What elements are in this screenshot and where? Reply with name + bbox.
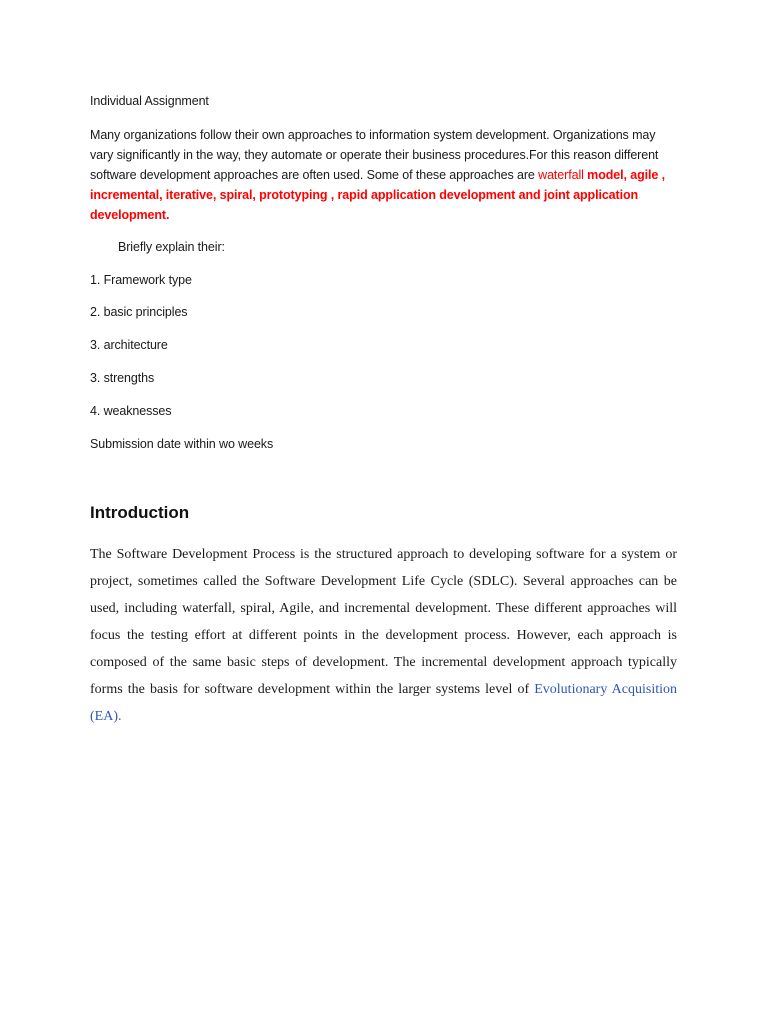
assignment-prompt: Briefly explain their:	[118, 240, 225, 254]
assignment-title: Individual Assignment	[90, 94, 209, 108]
introduction-paragraph	[90, 541, 677, 730]
list-item-basic-principles: 2. basic principles	[90, 305, 188, 319]
assignment-intro-paragraph	[90, 125, 680, 225]
assignment-intro-text: Many organizations follow their own approaches to information system development. Organizations may vary significantly in the way, they automate or operate their business procedures.For this reason different software development approaches are often used. Some of these approaches are	[90, 128, 659, 182]
introduction-heading: Introduction	[90, 503, 190, 522]
list-item-architecture: 3. architecture	[90, 338, 168, 352]
approaches-highlight: waterfall	[538, 168, 584, 182]
evolutionary-acquisition-link[interactable]: Evolutionary Acquisition (EA)	[90, 682, 677, 724]
introduction-end-punctuation: .	[118, 709, 122, 724]
list-item-strengths: 3. strengths	[90, 371, 155, 385]
list-item-weaknesses: 4. weaknesses	[90, 404, 172, 418]
list-item-framework-type: 1. Framework type	[90, 273, 192, 287]
submission-note: Submission date within wo weeks	[90, 437, 274, 451]
approaches-highlight-bold: model, agile , incremental, iterative, spiral, prototyping , rapid application development and joint application development.	[90, 168, 665, 222]
introduction-body: The Software Development Process is the structured approach to developing software for a system or project, sometimes called the Software Development Life Cycle (SDLC). Several approaches can be used, including waterfall, spiral, Agile, and incremental development. These different approaches will focus the testing effort at different points in the development process. However, each approach is composed of the same basic steps of development. The incremental development approach typically forms the basis for software development within the larger systems level of	[90, 547, 677, 697]
